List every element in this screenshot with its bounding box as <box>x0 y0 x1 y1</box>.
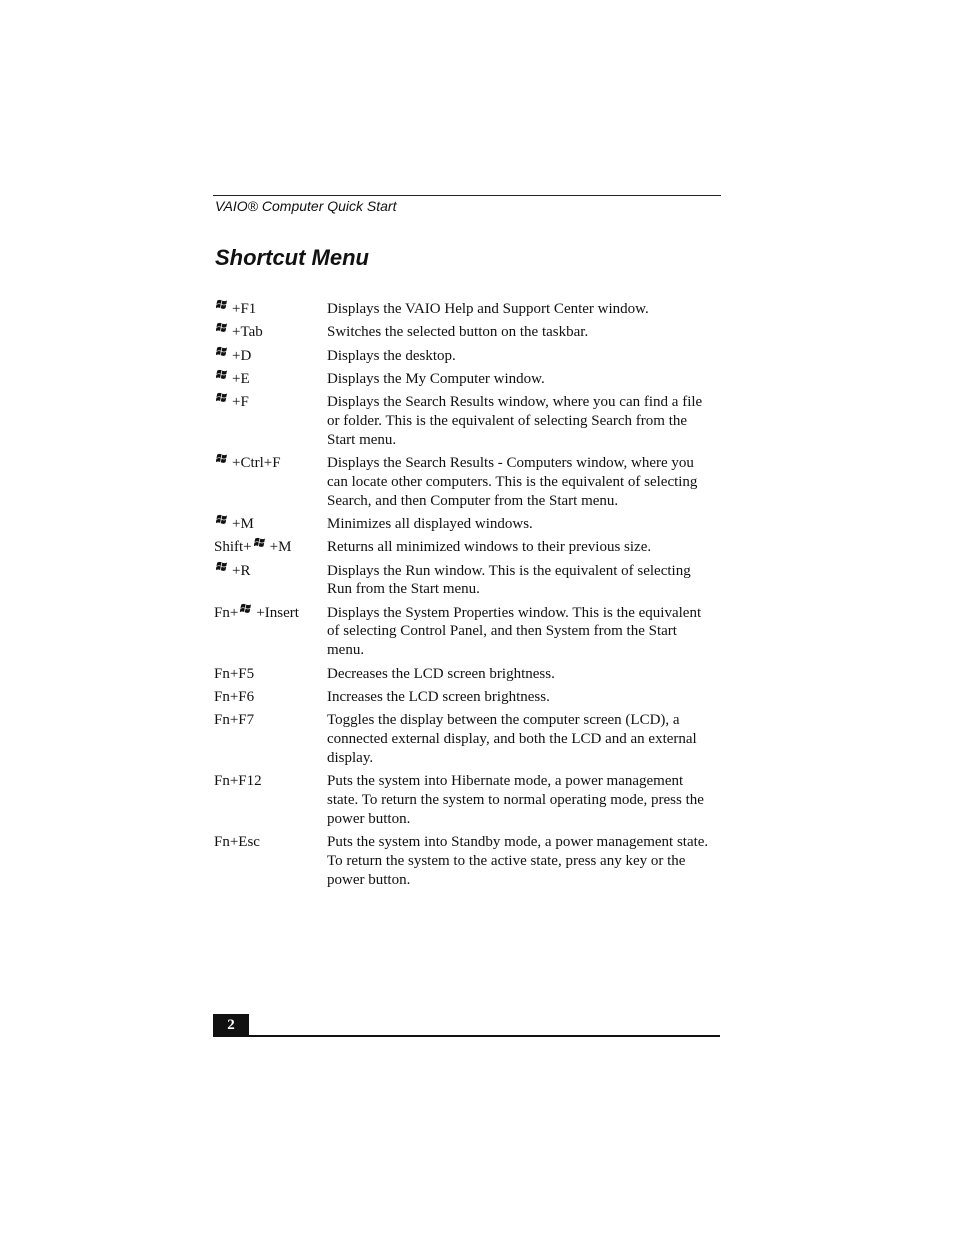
windows-logo-icon <box>216 513 229 526</box>
shortcut-row <box>214 323 714 342</box>
footer-rule <box>213 1035 720 1037</box>
key-prefix: Fn+F6 <box>214 688 255 705</box>
shortcut-description: Puts the system into Standby mode, a power management state. To return the system to the active state, press any key or the power button. <box>327 833 709 888</box>
shortcut-row <box>214 604 714 660</box>
shortcut-description: Displays the desktop. <box>327 347 456 364</box>
shortcut-row <box>214 833 714 889</box>
shortcut-table <box>214 300 714 894</box>
key-suffix: +Insert <box>256 604 299 621</box>
shortcut-row <box>214 347 714 366</box>
key-suffix: +D <box>232 347 252 364</box>
shortcut-key <box>214 347 327 366</box>
shortcut-description: Decreases the LCD screen brightness. <box>327 665 555 682</box>
windows-logo-icon <box>240 602 253 615</box>
shortcut-row <box>214 538 714 557</box>
key-prefix: Fn+F5 <box>214 665 255 682</box>
shortcut-row <box>214 711 714 767</box>
shortcut-row <box>214 515 714 534</box>
shortcut-key <box>214 323 327 342</box>
windows-logo-icon <box>216 321 229 334</box>
key-suffix: +Tab <box>232 324 263 341</box>
windows-logo-icon <box>216 560 229 573</box>
shortcut-row <box>214 300 714 319</box>
shortcut-key <box>214 604 327 660</box>
shortcut-key <box>214 515 327 534</box>
shortcut-key <box>214 772 327 828</box>
shortcut-row <box>214 772 714 828</box>
shortcut-description: Displays the System Properties window. This is the equivalent of selecting Control Panel, and then System from the Start menu. <box>327 604 702 659</box>
shortcut-key <box>214 833 327 889</box>
key-suffix: +F1 <box>232 301 257 317</box>
shortcut-row <box>214 688 714 707</box>
shortcut-description: Switches the selected button on the taskbar. <box>327 324 589 341</box>
key-prefix: Shift+ <box>214 539 252 556</box>
key-suffix: +F <box>232 394 249 411</box>
windows-logo-icon <box>216 452 229 465</box>
shortcut-description: Toggles the display between the computer screen (LCD), a connected external display, and both the LCD and an external display. <box>327 712 697 766</box>
key-suffix: +Ctrl+F <box>232 455 281 472</box>
key-suffix: +R <box>232 562 251 579</box>
section-title: Shortcut Menu <box>215 245 369 270</box>
shortcut-key <box>214 665 327 684</box>
key-prefix: Fn+ <box>214 604 239 621</box>
shortcut-key <box>214 454 327 510</box>
shortcut-description: Puts the system into Hibernate mode, a power management state. To return the system to normal operating mode, press the power button. <box>327 773 704 827</box>
shortcut-row <box>214 454 714 510</box>
shortcut-key <box>214 300 327 319</box>
shortcut-description: Minimizes all displayed windows. <box>327 515 533 532</box>
windows-logo-icon <box>254 536 267 549</box>
key-suffix: +M <box>269 539 292 556</box>
shortcut-description: Returns all minimized windows to their previous size. <box>327 539 652 556</box>
key-suffix: +E <box>232 370 250 387</box>
shortcut-row <box>214 665 714 684</box>
shortcut-description: Increases the LCD screen brightness. <box>327 688 550 705</box>
key-suffix: +M <box>232 515 254 532</box>
page-number: 2 <box>213 1014 249 1036</box>
shortcut-row <box>214 562 714 600</box>
shortcut-description: Displays the VAIO Help and Support Center window. <box>327 301 649 317</box>
windows-logo-icon <box>216 391 229 404</box>
shortcut-description: Displays the Run window. This is the equivalent of selecting Run from the Start menu. <box>327 562 691 598</box>
shortcut-key <box>214 393 327 449</box>
running-header: VAIO® Computer Quick Start <box>215 198 397 214</box>
windows-logo-icon <box>216 298 229 311</box>
shortcut-row <box>214 370 714 389</box>
shortcut-key <box>214 562 327 600</box>
shortcut-key <box>214 688 327 707</box>
shortcut-description: Displays the Search Results - Computers window, where you can locate other computers. This is the equivalent of selecting Search, and then Computer from the Start menu. <box>327 455 698 509</box>
shortcut-row <box>214 393 714 449</box>
shortcut-description: Displays the My Computer window. <box>327 370 545 387</box>
key-prefix: Fn+F12 <box>214 773 262 790</box>
key-prefix: Fn+F7 <box>214 712 255 729</box>
shortcut-key <box>214 370 327 389</box>
shortcut-key <box>214 538 327 557</box>
windows-logo-icon <box>216 368 229 381</box>
shortcut-description: Displays the Search Results window, where you can find a file or folder. This is the equivalent of selecting Search from the Start menu. <box>327 394 703 448</box>
key-prefix: Fn+Esc <box>214 833 260 850</box>
header-rule <box>213 195 721 196</box>
windows-logo-icon <box>216 345 229 358</box>
shortcut-key <box>214 711 327 767</box>
